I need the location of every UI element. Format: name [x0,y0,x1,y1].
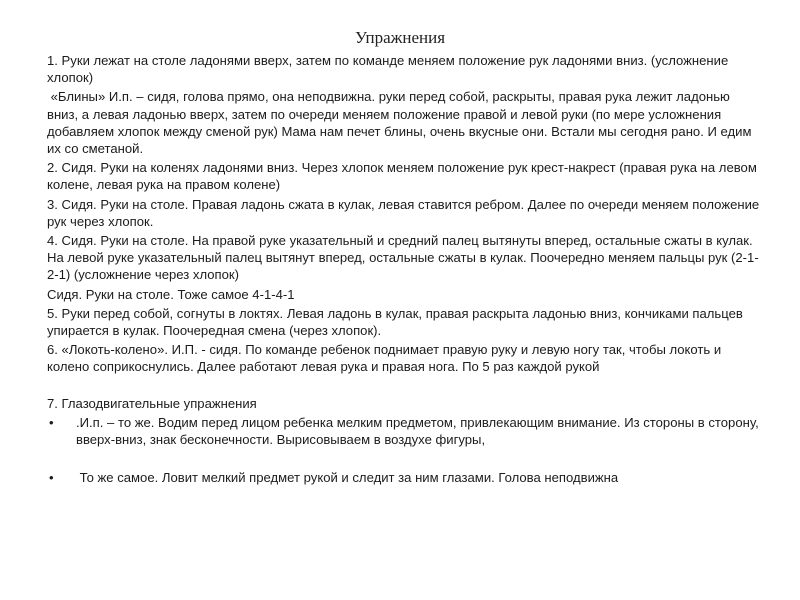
bullet-icon: • [49,414,54,430]
page-title: Упражнения [354,28,446,47]
exercise-4-variant: Сидя. Руки на столе. Тоже самое 4-1-4-1 [47,286,295,302]
exercise-blini: «Блины» И.п. – сидя, голова прямо, она неподвижна. руки перед собой, раскрыты, правая рука лежит ладонью вниз, а левая ладонью вверх, затем по очереди меняем положение правой и левой руки (по мере усложнения добавляем хлопок между сменой рук) Мама нам печет блины, очень вкусные они. Встали мы сегодня рано. И едим их со сметаной. [47,89,756,157]
exercise-1: 1. Руки лежат на столе ладонями вверх, затем по команде меняем положение рук ладонями вниз. (усложнение хлопок) [47,53,729,86]
exercise-3: 3. Сидя. Руки на столе. Правая ладонь сжата в кулак, левая ставится ребром. Далее по очереди меняем положение рук через хлопок. [47,196,760,229]
bullet-text: То же самое. Ловит мелкий предмет рукой и следит за ним глазами. Голова неподвижна [76,470,619,486]
exercise-5: 5. Руки перед собой, согнуты в локтях. Левая ладонь в кулак, правая раскрыта ладонью вниз, кончиками пальцев упирается в кулак. Поочередная смена (через хлопок). [47,305,743,339]
list-item [47,414,762,448]
exercise-2: 2. Сидя. Руки на коленях ладонями вниз. Через хлопок меняем положение рук крест-накрест (правая рука на левом колене, левая рука на правом колене) [47,160,757,193]
bullet-icon: • [49,470,54,486]
exercise-list [47,52,762,488]
exercise-6: 6. «Локоть-колено». И.П. - сидя. По команде ребенок поднимает правую руку и левую ногу так, чтобы локоть и колено соприкоснулись. Далее работают левая рука и правая нога. По 5 раз каждой рукой [47,342,722,375]
exercise-7-heading: 7. Глазодвигательные упражнения [47,395,257,411]
list-item [47,469,762,486]
exercise-4: 4. Сидя. Руки на столе. На правой руке указательный и средний палец вытянуты вперед, остальные сжаты в кулак. На левой руке указательный палец вытянут вперед, остальные сжаты в кулак. Поочередно меняем пальцы рук (2-1-2-1) (усложнение через хлопок) [47,233,759,283]
bullet-text: .И.п. – то же. Водим перед лицом ребенка мелким предметом, привлекающим внимание. Из стороны в сторону, вверх-вниз, знак бесконечности. Вырисовываем в воздухе фигуры, [76,414,759,448]
